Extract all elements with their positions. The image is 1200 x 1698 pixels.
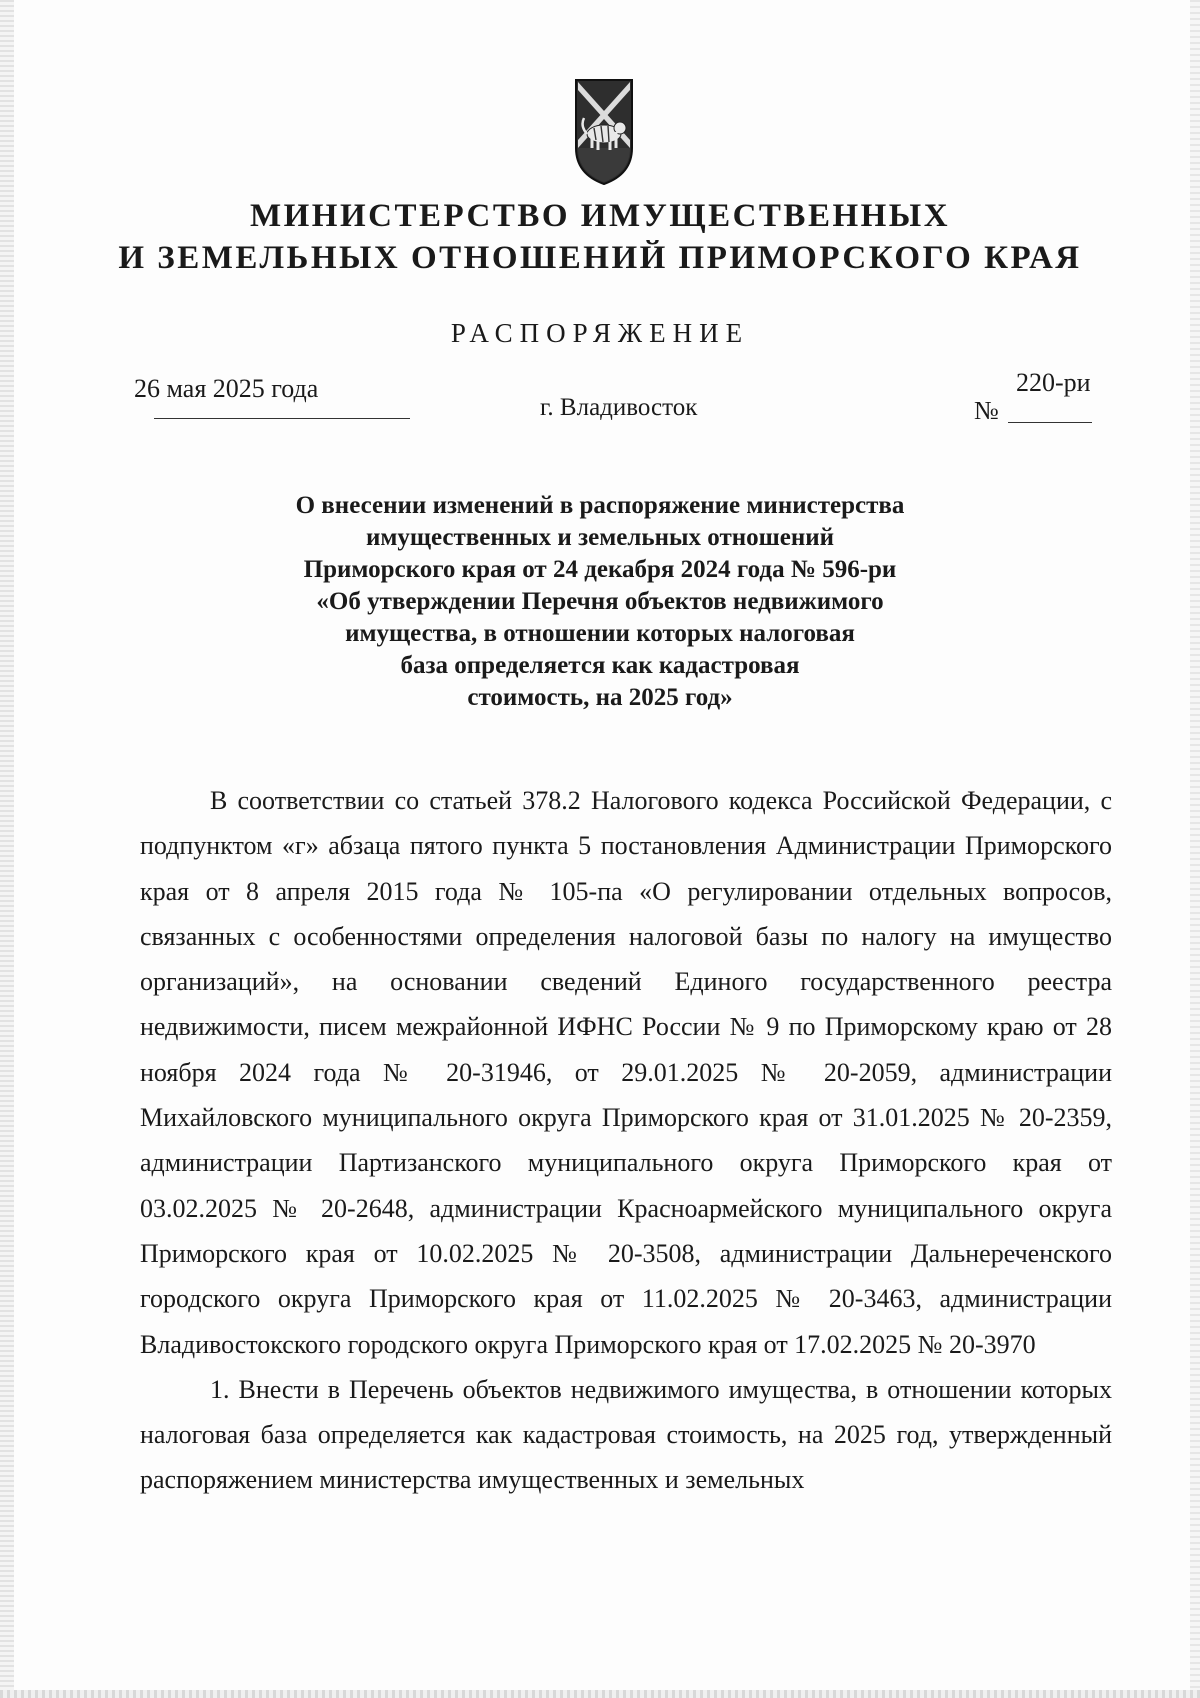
title-line: О внесении изменений в распоряжение министерства (295, 492, 905, 519)
document-city: г. Владивосток (540, 394, 698, 421)
ministry-name-line2: И ЗЕМЕЛЬНЫХ ОТНОШЕНИЙ ПРИМОРСКОГО КРАЯ (118, 240, 1082, 276)
primorsky-krai-coat-of-arms-icon (574, 78, 634, 186)
document-date: 26 мая 2025 года (134, 374, 319, 403)
scan-edge-bottom (0, 1690, 1200, 1698)
document-body (140, 778, 1112, 1503)
document-number: 220-ри (1016, 368, 1091, 397)
document-type: РАСПОРЯЖЕНИЕ (450, 318, 750, 348)
ministry-name-line1: МИНИСТЕРСТВО ИМУЩЕСТВЕННЫХ (249, 198, 951, 234)
title-line: стоимость, на 2025 год» (467, 684, 733, 711)
document-title (200, 490, 1000, 714)
title-line: «Об утверждении Перечня объектов недвижимого (316, 588, 884, 615)
body-paragraph-preamble: В соответствии со статьей 378.2 Налогового кодекса Российской Федерации, с подпунктом «г» абзаца пятого пункта 5 постановления Администрации Приморского края от 8 апреля 2015 года № 105-па «О регулировании отдельных вопросов, связанных с особенностями определения налоговой базы по налогу на имущество организаций», на основании сведений Единого государственного реестра недвижимости, писем межрайонной ИФНС России № 9 по Приморскому краю от 28 ноября 2024 года № 20-31946, от 29.01.2025 № 20-2059, администрации Михайловского муниципального округа Приморского края от 31.01.2025 № 20-2359, администрации Партизанского муниципального округа Приморского края от 03.02.2025 № 20-2648, администрации Красноармейского муниципального округа Приморского края от 10.02.2025 № 20-3508, администрации Дальнереченского городского округа Приморского края от 11.02.2025 № 20-3463, администрации Владивостокского городского округа Приморского края от 17.02.2025 № 20-3970 (140, 786, 1112, 1359)
title-line: имущественных и земельных отношений (365, 524, 835, 551)
title-line: база определяется как кадастровая (400, 652, 800, 679)
title-line: Приморского края от 24 декабря 2024 года № 596-ри (303, 556, 897, 583)
number-underline (1008, 422, 1092, 423)
body-paragraph-item-1: 1. Внести в Перечень объектов недвижимого имущества, в отношении которых налоговая база определяется как кадастровая стоимость, на 2025 год, утвержденный распоряжением министерства имущественных и земельных (140, 1374, 1112, 1495)
title-line: имущества, в отношении которых налоговая (345, 620, 855, 647)
date-underline (154, 418, 410, 419)
number-sign: № (974, 396, 999, 425)
